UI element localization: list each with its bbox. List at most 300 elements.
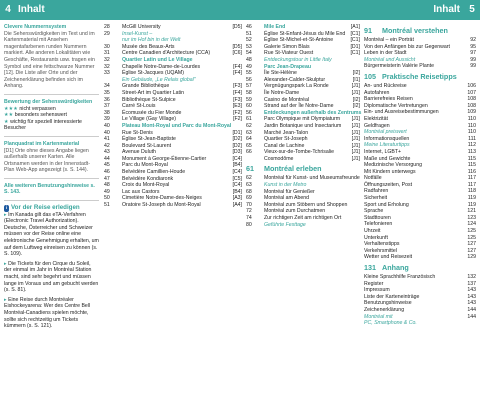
toc-page-number: 30 [104, 43, 110, 50]
toc-page-number: 92 [470, 37, 476, 43]
toc-entry[interactable] [364, 182, 476, 189]
toc-entry-title: Montréal preiswert [364, 129, 407, 136]
toc-grid-ref: [D2] [232, 136, 242, 143]
toc-entry-title: Internet, LGBT+ [364, 148, 402, 155]
toc-entry-title: Île Notre-Dame [264, 89, 300, 96]
toc-entry[interactable] [104, 123, 242, 130]
toc-grid-ref: [J1] [351, 116, 360, 123]
web-hint: Alle weiteren Benutzungshinweise s. S. 143. [4, 182, 95, 196]
toc-entry[interactable] [246, 103, 360, 110]
toc-entry[interactable] [364, 228, 476, 235]
toc-grid-ref [462, 263, 476, 272]
toc-grid-ref: [F2] [233, 109, 242, 116]
rating-row: ★★★ nicht verpassen [4, 105, 56, 112]
toc-entry[interactable] [246, 189, 360, 196]
toc-page-number: 66 [246, 149, 252, 156]
toc-grid-ref [346, 164, 360, 173]
toc-entry[interactable] [364, 116, 476, 123]
toc-page-number: 125 [467, 234, 476, 241]
toc-entry-title: Geführte Festtage [264, 221, 306, 228]
toc-entry-title: Église St-Enfant-Jésus du Mile End [264, 30, 346, 37]
toc-page-number: 43 [104, 149, 110, 156]
toc-entry[interactable] [104, 195, 242, 202]
toc-grid-ref: [B4] [232, 188, 242, 195]
toc-page-number: 127 [467, 247, 476, 254]
toc-grid-ref: [C5] [232, 175, 242, 182]
toc-entry[interactable] [364, 96, 476, 103]
toc-grid-ref: [J1] [351, 155, 360, 162]
toc-entry[interactable] [364, 109, 476, 116]
toc-page-number: 48 [104, 182, 110, 189]
ratings-title: Bewertung der Sehenswürdigkeiten [4, 98, 93, 105]
toc-grid-ref [346, 208, 360, 215]
toc-entry[interactable] [364, 90, 476, 97]
plan-text: [D1] Orte ohne dieses Angabe liegen außerhalb unserer Karten. Alle Ortsnamen werden in der Innenstadt-Plan Web-App angezeigt (s. S. 144). [4, 147, 90, 174]
toc-entry-title: Radfahren [364, 188, 389, 195]
toc-page-number: 56 [246, 76, 252, 83]
toc-entry-title: Kunst in der Metro [264, 182, 307, 189]
toc-entry[interactable] [364, 44, 476, 51]
divider [4, 178, 99, 179]
toc-page-number: 118 [467, 188, 476, 195]
header-label-left: Inhalt [18, 4, 45, 15]
toc-entry[interactable] [246, 130, 360, 137]
toc-entry-title: Meine Literaturtipps [364, 142, 410, 149]
toc-grid-ref [346, 189, 360, 196]
toc-entry-title: Impressum [364, 287, 390, 294]
toc-grid-ref: [D1] [350, 43, 360, 50]
toc-entry-title: Sprache [364, 208, 384, 215]
toc-entry[interactable] [364, 156, 476, 163]
toc-entry-title: An- und Rückreise [364, 82, 407, 89]
toc-entry[interactable] [364, 169, 476, 176]
toc-entry[interactable] [364, 215, 476, 222]
toc-entry[interactable] [364, 307, 476, 314]
toc-page-number: 106 [467, 82, 476, 89]
toc-entry[interactable] [104, 189, 242, 196]
toc-page-number: 41 [104, 136, 110, 143]
toc-page-number: 111 [468, 135, 476, 142]
toc-grid-ref: [F3] [233, 96, 242, 103]
toc-entry[interactable] [364, 162, 476, 169]
toc-entry-title: Verkehrsmittel [364, 247, 397, 254]
toc-entry[interactable] [364, 248, 476, 255]
toc-entry[interactable] [246, 44, 360, 51]
toc-page-number: 32 [104, 56, 110, 63]
toc-entry-title: Mit Kindern unterwegs [364, 168, 416, 175]
page-number-left: 4 [5, 4, 11, 15]
toc-page-number [104, 37, 122, 44]
plan-title: Planquadrat im Kartenmaterial [4, 140, 80, 147]
toc-grid-ref [346, 64, 360, 71]
toc-grid-ref: [J1] [351, 149, 360, 156]
toc-page-number: 46 [104, 169, 110, 176]
toc-page-number: 131 [364, 263, 376, 272]
toc-entry-title: Belvédère Kondiaronk [122, 175, 174, 182]
toc-entry[interactable] [364, 83, 476, 90]
toc-entry[interactable] [246, 208, 360, 215]
page-header [0, 0, 480, 20]
toc-entry[interactable] [104, 50, 242, 57]
toc-page-number: 55 [246, 70, 252, 77]
toc-page-number: 144 [467, 313, 476, 320]
toc-grid-ref: [I2] [352, 70, 360, 77]
toc-entry-title: Grande Bibliothèque [122, 83, 170, 90]
toc-page-number: 53 [246, 43, 252, 50]
toc-grid-ref: [A3] [232, 195, 242, 202]
toc-entry[interactable] [364, 149, 476, 156]
toc-entry[interactable] [246, 83, 360, 90]
toc-entry[interactable] [104, 70, 242, 77]
toc-page-number: 60 [246, 103, 252, 110]
toc-page-number: 51 [104, 202, 110, 209]
toc-entry-title: Zur richtigen Zeit am richtigen Ort [264, 215, 342, 222]
toc-entry[interactable] [364, 142, 476, 149]
toc-entry-title: Barrierefreies Reisen [364, 96, 413, 103]
toc-entry-title: Benutzungshinweise [364, 300, 412, 307]
before-trip-item: ▸ Im Kanada gilt das eTA-Verfahren (Electronic Travel Authorization). Deutsche, Österreicher und Schweizer müssen vor der Reise online eine elektronische Genehmigung erhalten, um auf dem Luftweg einreisen zu können (s. S. 109). [4, 211, 99, 258]
toc-entry-title: Montréal – ein Porträt [364, 37, 414, 43]
toc-grid-ref: [D1] [232, 129, 242, 136]
toc-entry[interactable] [104, 77, 242, 84]
toc-entry[interactable] [364, 208, 476, 215]
toc-entry-title: Cosmodôme [264, 155, 294, 162]
toc-entry[interactable] [246, 57, 360, 64]
toc-entry[interactable] [104, 24, 242, 31]
toc-entry-title: Cimetière Notre-Dame-des-Neiges [122, 195, 202, 202]
toc-page-number: 45 [104, 162, 110, 169]
toc-page-number: 119 [467, 195, 476, 202]
toc-entry-title: Ein Gebäude, „Le Relais global" [122, 76, 196, 83]
toc-entry-title: Bürgermeisterin Valérie Plante [364, 63, 434, 70]
toc-page-number: 32 [104, 63, 110, 70]
toc-entry[interactable] [104, 83, 242, 90]
toc-entry[interactable] [364, 195, 476, 202]
column-toc-sights-2 [246, 24, 360, 228]
toc-grid-ref: [B4] [232, 162, 242, 169]
toc-page-number: 65 [246, 142, 252, 149]
toc-entry[interactable] [364, 314, 476, 321]
toc-entry-title: Église St-Michel-et-St-Antoine [264, 37, 334, 44]
info-icon: i [6, 205, 8, 211]
toc-page-number: 40 [104, 129, 110, 136]
toc-grid-ref: [A4] [232, 202, 242, 209]
toc-page-number: 44 [104, 155, 110, 162]
toc-grid-ref: [F3] [233, 83, 242, 90]
toc-entry-title: Notfälle [364, 175, 382, 182]
toc-grid-ref: [J1] [351, 122, 360, 129]
toc-entry-title: Centre Canadien d'Architecture (CCA) [122, 50, 211, 57]
toc-entry[interactable] [246, 156, 360, 163]
toc-entry-title: Entdeckungen außerhalb des Zentrums [264, 109, 362, 116]
toc-entry-title: Montréal für Genießer [264, 188, 315, 195]
toc-entry[interactable] [364, 263, 476, 272]
toc-page-number: 31 [104, 50, 110, 57]
toc-entry[interactable] [364, 57, 476, 64]
toc-entry[interactable] [104, 97, 242, 104]
toc-page-number: 40 [104, 122, 110, 129]
toc-entry-title: Street-Art im Quartier Latin [122, 89, 184, 96]
toc-entry[interactable] [246, 24, 360, 31]
toc-grid-ref: [F4] [233, 70, 242, 77]
toc-entry-title: Elektrizität [364, 115, 388, 122]
toc-page-number: 61 [246, 116, 252, 123]
toc-entry[interactable] [246, 90, 360, 97]
toc-page-number: 37 [104, 103, 110, 110]
toc-entry[interactable] [364, 241, 476, 248]
toc-entry[interactable] [364, 103, 476, 110]
toc-page-number: 72 [246, 208, 252, 215]
toc-entry-title: Montréal zum Durchatmen [264, 208, 326, 215]
toc-entry[interactable] [104, 90, 242, 97]
toc-entry-title: Leben in der Stadt [364, 50, 407, 57]
toc-entry-title: Liste der Karteneinträge [364, 293, 420, 300]
toc-entry[interactable] [246, 77, 360, 84]
toc-entry[interactable] [246, 175, 360, 182]
toc-entry[interactable] [364, 175, 476, 182]
toc-page-number: 62 [246, 175, 252, 182]
rating-row: ★ wichtig für speziell interessierte Besucher [4, 118, 82, 132]
toc-entry[interactable] [104, 110, 242, 117]
toc-page-number: 119 [467, 201, 476, 208]
toc-page-number [460, 320, 476, 327]
toc-entry[interactable] [246, 222, 360, 229]
toc-page-number: 69 [246, 195, 252, 202]
toc-page-number: 35 [104, 89, 110, 96]
toc-entry[interactable] [364, 37, 476, 44]
toc-page-number: 108 [467, 102, 476, 109]
toc-entry[interactable] [246, 195, 360, 202]
toc-page-number: 99 [470, 56, 476, 63]
toc-entry-title: Maße und Gewichte [364, 155, 411, 162]
toc-entry[interactable] [104, 169, 242, 176]
toc-entry[interactable] [364, 136, 476, 143]
toc-entry-title: Von den Anfängen bis zur Gegenwart [364, 43, 450, 50]
toc-grid-ref: [I2] [352, 103, 360, 110]
column-intro [4, 24, 99, 333]
toc-entry[interactable] [246, 136, 360, 143]
toc-entry[interactable] [104, 202, 242, 209]
toc-entry-title: Église St-Jean-Baptiste [122, 136, 176, 143]
toc-page-number: 80 [246, 221, 252, 228]
toc-entry[interactable] [364, 72, 476, 81]
toc-entry[interactable] [246, 202, 360, 209]
toc-entry-title: Parc Jean-Drapeau [264, 63, 311, 70]
toc-entry[interactable] [364, 235, 476, 242]
before-trip-item: ▸ Eine Reise durch Montréaler Eishockeyarena: Wer des Centre Bell Montréal-Canadiens spielen möchte, sollte sich rechtzeitig um Tickets kümmern (s. S. 121). [4, 296, 91, 330]
toc-entry-title: Stadttouren [364, 214, 391, 221]
toc-page-number: 121 [467, 208, 476, 215]
toc-entry-title: Île Ste-Hélène [264, 70, 297, 77]
toc-page-number: 38 [104, 109, 110, 116]
toc-entry[interactable] [104, 103, 242, 110]
toc-entry[interactable] [246, 37, 360, 44]
toc-entry[interactable] [246, 149, 360, 156]
toc-entry[interactable] [246, 50, 360, 57]
toc-page-number: 110 [467, 122, 476, 129]
toc-entry[interactable] [104, 44, 242, 51]
toc-entry[interactable] [104, 156, 242, 163]
toc-entry[interactable] [364, 26, 476, 35]
toc-entry[interactable] [104, 37, 242, 44]
toc-page-number: 46 [246, 24, 252, 30]
toc-entry-title: Vergnügungspark La Ronde [264, 83, 329, 90]
toc-entry[interactable] [364, 274, 476, 281]
toc-grid-ref: [D5] [232, 24, 242, 30]
toc-entry-title: Musée des Beaux-Arts [122, 43, 175, 50]
toc-entry[interactable] [364, 254, 476, 261]
toc-entry-title: Strand auf der Île Notre-Dame [264, 103, 334, 110]
toc-entry-title: Parc Olympique mit Olympiaturm [264, 116, 341, 123]
toc-grid-ref: [C4] [232, 169, 242, 176]
toc-entry-title: Telefonieren [364, 221, 393, 228]
toc-entry[interactable] [364, 129, 476, 136]
toc-entry-title: Quartier St-Joseph [264, 136, 308, 143]
toc-entry[interactable] [246, 110, 360, 117]
toc-grid-ref [231, 123, 245, 130]
divider [4, 200, 99, 201]
toc-page-number: 57 [246, 83, 252, 90]
toc-entry-title: Chapelle Notre-Dame-de-Lourdes [122, 63, 201, 70]
toc-page-number: 95 [470, 43, 476, 50]
toc-page-number: 59 [246, 96, 252, 103]
toc-page-number: 74 [246, 215, 252, 222]
toc-entry-title: Le Village (Gay Village) [122, 116, 177, 123]
toc-grid-ref: [A1] [350, 24, 360, 30]
toc-entry[interactable] [246, 215, 360, 222]
toc-entry[interactable] [364, 320, 476, 327]
toc-entry-title: Montréal erleben [264, 164, 322, 174]
toc-entry[interactable] [364, 287, 476, 294]
toc-entry-title: Informationsquellen [364, 135, 410, 142]
toc-page-number: 124 [467, 221, 476, 228]
toc-page-number: 42 [104, 142, 110, 149]
toc-entry[interactable] [104, 136, 242, 143]
toc-entry-title: nur im Hof bin in der Welt [122, 37, 181, 44]
toc-grid-ref: [F2] [233, 116, 242, 123]
toc-entry[interactable] [364, 281, 476, 288]
toc-grid-ref [228, 37, 242, 44]
toc-entry-title: Oratoire St-Joseph du Mont-Royal [122, 202, 201, 209]
toc-entry[interactable] [104, 116, 242, 123]
toc-entry[interactable] [364, 202, 476, 209]
toc-grid-ref: [F4] [233, 89, 242, 96]
toc-entry[interactable] [364, 188, 476, 195]
toc-page-number: 47 [104, 175, 110, 182]
toc-entry[interactable] [364, 63, 476, 70]
toc-page-number: 58 [246, 89, 252, 96]
toc-page-number: 70 [246, 201, 252, 208]
toc-entry[interactable] [104, 162, 242, 169]
toc-entry[interactable] [246, 182, 360, 189]
toc-entry-title: Kleine Sprachhilfe Französisch [364, 274, 436, 280]
toc-entry-title: Quartier Latin und Le Village [122, 56, 193, 63]
toc-page-number: 110 [467, 115, 476, 122]
toc-entry[interactable] [246, 123, 360, 130]
before-trip-title: i Vor der Reise erledigen [6, 204, 80, 212]
toc-page-number: 116 [467, 168, 476, 175]
toc-grid-ref: [D2] [232, 142, 242, 149]
toc-page-number: 39 [104, 116, 110, 123]
toc-page-number: 61 [246, 164, 254, 174]
toc-page-number: 28 [104, 24, 110, 30]
toc-entry-title: Vieux-sur-de-Tombe-Tchrisalie [264, 149, 334, 156]
toc-entry[interactable] [104, 182, 242, 189]
toc-page-number: 33 [104, 70, 110, 77]
toc-grid-ref: [C1] [350, 50, 360, 57]
toc-entry[interactable] [364, 294, 476, 301]
toc-entry[interactable] [246, 143, 360, 150]
toc-entry-title: Autofahren [364, 89, 390, 96]
divider [4, 94, 99, 95]
numbering-intro: Die Sehenswürdigkeiten im Text und im Kartenmaterial mit Ansehen magentafarbenen runden Nummern markiert. Alle anderen Lokalitäten wie Geschäfte, Restaurants usw. tragen ein Symbol und eine fettschwarze Nummer [12]. Die Liste aller Orte und der Zeichenerklärung befinden sich im Anhang. [4, 30, 95, 90]
toc-entry[interactable] [246, 70, 360, 77]
toc-page-number [104, 77, 122, 84]
toc-page-number: 109 [467, 109, 476, 116]
toc-grid-ref: [C1] [350, 37, 360, 44]
toc-entry-title: Insel-Kunst – [122, 30, 153, 37]
toc-entry[interactable] [104, 149, 242, 156]
toc-entry-title: Rue St-Viateur Ouest [264, 50, 314, 57]
toc-grid-ref [462, 26, 476, 35]
toc-page-number: 56 [246, 109, 252, 116]
toc-entry[interactable] [364, 50, 476, 57]
toc-page-number: 143 [467, 287, 476, 294]
toc-page-number: 64 [246, 136, 252, 143]
toc-entry[interactable] [364, 300, 476, 307]
column-toc-sights-1 [104, 24, 242, 209]
toc-page-number: 115 [467, 155, 476, 162]
toc-grid-ref: [D3] [232, 149, 242, 156]
toc-entry[interactable] [104, 176, 242, 183]
toc-grid-ref [228, 57, 242, 64]
toc-entry-title: Casino de Montréal [264, 96, 309, 103]
toc-page-number: 144 [467, 306, 476, 313]
toc-entry-title: Montréal mit [364, 313, 393, 320]
toc-entry-title: Mile End [264, 24, 286, 30]
toc-page-number: 91 [364, 26, 372, 35]
toc-page-number: 113 [467, 148, 476, 155]
toc-entry[interactable] [364, 123, 476, 130]
toc-grid-ref: [C4] [232, 155, 242, 162]
toc-page-number: 97 [470, 50, 476, 57]
toc-page-number: 125 [467, 228, 476, 235]
toc-grid-ref: [I2] [352, 96, 360, 103]
toc-entry-title: Montréal zum Stöbern und Shoppen [264, 201, 348, 208]
toc-entry[interactable] [104, 31, 242, 38]
toc-page-number: 129 [467, 254, 476, 261]
toc-grid-ref: [C1] [350, 30, 360, 37]
toc-entry-title: McGill University [122, 24, 161, 30]
toc-entry-title: Register [364, 280, 384, 287]
toc-page-number: 68 [246, 188, 252, 195]
toc-grid-ref: [C4] [232, 182, 242, 189]
toc-grid-ref: [F4] [233, 63, 242, 70]
toc-page-number: 36 [104, 96, 110, 103]
toc-entry[interactable] [104, 143, 242, 150]
toc-entry-title: Entdeckungstour in Little Italy [264, 56, 332, 63]
toc-entry[interactable] [364, 221, 476, 228]
toc-entry[interactable] [246, 164, 360, 173]
toc-entry-title: Belvédère Camillien-Houde [122, 169, 186, 176]
toc-entry[interactable] [246, 116, 360, 123]
toc-page-number: 99 [470, 63, 476, 70]
toc-grid-ref: [J1] [351, 136, 360, 143]
toc-page-number: 107 [467, 89, 476, 96]
toc-entry-title: Öffnungszeiten, Post [364, 181, 413, 188]
header-label-right: Inhalt [433, 4, 460, 15]
toc-entry[interactable] [104, 57, 242, 64]
